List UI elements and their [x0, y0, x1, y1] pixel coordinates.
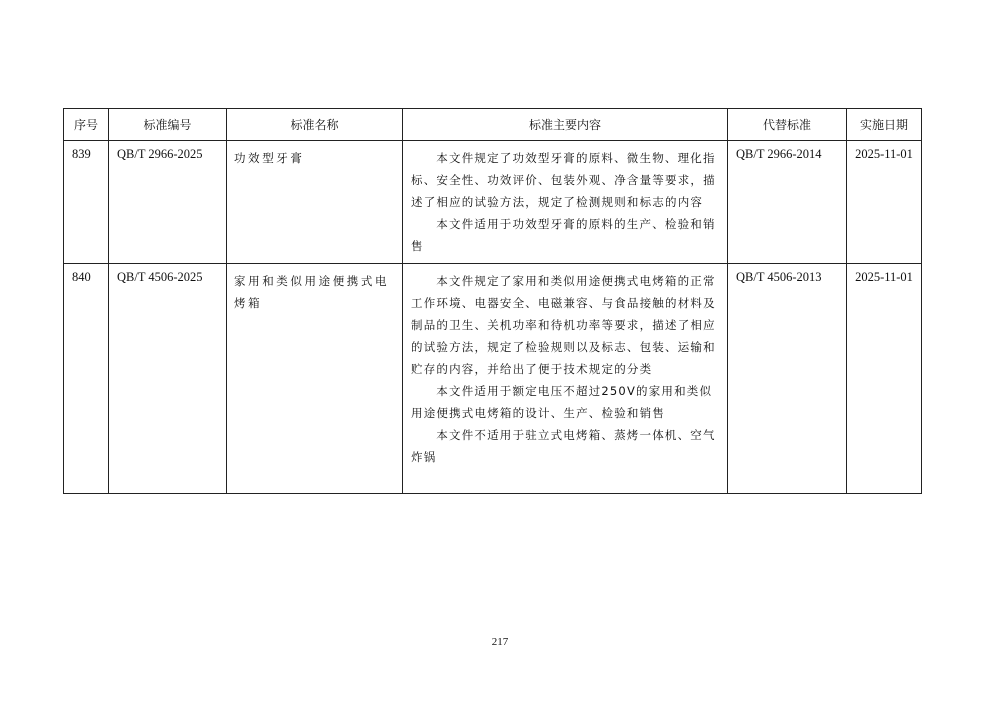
content-paragraph: 本文件适用于额定电压不超过250V的家用和类似用途便携式电烤箱的设计、生产、检验和销售 [411, 384, 713, 420]
header-name: 标准名称 [227, 109, 403, 141]
standard-number-cell: QB/T 2966-2025 [109, 141, 227, 264]
page-number: 217 [491, 636, 509, 648]
standard-name-cell: 功效型牙膏 [227, 141, 403, 264]
effective-date-cell: 2025-11-01 [847, 264, 922, 494]
header-date: 实施日期 [847, 109, 922, 141]
effective-date-cell: 2025-11-01 [847, 141, 922, 264]
seq-cell: 840 [64, 264, 109, 494]
content-paragraph: 本文件规定了家用和类似用途便携式电烤箱的正常工作环境、电器安全、电磁兼容、与食品接触的材料及制品的卫生、关机功率和待机功率等要求，描述了相应的试验方法，规定了检验规则以及标志、包装、运输和贮存的内容，并给出了便于技术规定的分类 [411, 274, 716, 376]
standard-content-cell [403, 141, 728, 264]
standard-number-cell: QB/T 4506-2025 [109, 264, 227, 494]
header-row [64, 109, 922, 141]
replaced-standard-cell: QB/T 4506-2013 [728, 264, 847, 494]
standard-name-cell: 家用和类似用途便携式电烤箱 [227, 264, 403, 494]
standards-table [63, 108, 922, 494]
content-paragraph: 本文件规定了功效型牙膏的原料、微生物、理化指标、安全性、功效评价、包装外观、净含量等要求，描述了相应的试验方法，规定了检测规则和标志的内容 [411, 151, 716, 209]
seq-cell: 839 [64, 141, 109, 264]
header-seq: 序号 [64, 109, 109, 141]
standard-content-cell [403, 264, 728, 494]
header-content: 标准主要内容 [403, 109, 728, 141]
replaced-standard-cell: QB/T 2966-2014 [728, 141, 847, 264]
content-paragraph: 本文件不适用于驻立式电烤箱、蒸烤一体机、空气炸锅 [411, 428, 716, 464]
table-row [64, 141, 922, 264]
header-number: 标准编号 [109, 109, 227, 141]
header-replaced: 代替标准 [728, 109, 847, 141]
content-paragraph: 本文件适用于功效型牙膏的原料的生产、检验和销售 [411, 217, 716, 253]
table-row [64, 264, 922, 494]
